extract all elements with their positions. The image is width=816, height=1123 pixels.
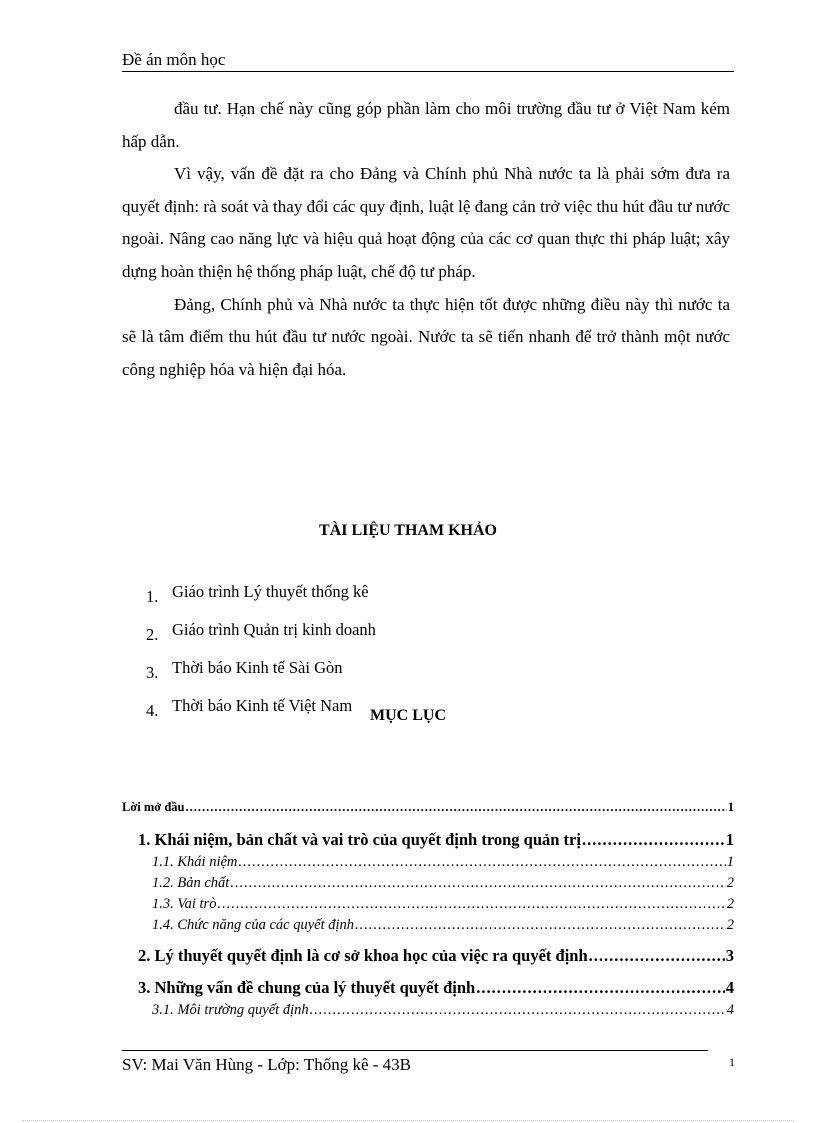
list-text: Thời báo Kinh tế Việt Nam <box>172 696 353 715</box>
paragraph: Đảng, Chính phủ và Nhà nước ta thực hiện tốt được những điều này thì nước ta sẽ là tâm điểm thu hút đầu tư nước ngoài. Nước ta sẽ tiến nhanh để trở thành một nước công nghiệp hóa và hiện đại hóa. <box>122 294 730 379</box>
toc-entry[interactable] <box>122 1002 734 1023</box>
toc-entry[interactable] <box>122 946 734 970</box>
page-header-title: Đề án môn học <box>122 50 226 69</box>
toc-label: 3. Những vấn đề chung của lý thuyết quyết định <box>138 978 476 997</box>
page-bottom-border <box>22 1120 794 1121</box>
toc-page: 1 <box>725 830 734 849</box>
toc-title: MỤC LỤC <box>370 707 446 724</box>
list-text: Giáo trình Lý thuyết thống kê <box>172 582 369 601</box>
toc-label: 2. Lý thuyết quyết định là cơ sở khoa học của việc ra quyết định <box>138 946 588 965</box>
footer-rule <box>122 1050 708 1051</box>
toc-label: Lời mở đầu <box>122 800 185 814</box>
toc-page: 4 <box>726 1002 734 1018</box>
toc-leader <box>185 800 726 815</box>
toc-label: 1.4. Chức năng của các quyết định <box>152 917 355 933</box>
toc-leader <box>238 854 725 871</box>
footer-text: SV: Mai Văn Hùng - Lớp: Thống kê - 43B <box>122 1055 411 1074</box>
toc-page: 1 <box>727 800 734 814</box>
toc-entry[interactable] <box>122 854 734 875</box>
list-number: 4. <box>146 701 159 720</box>
toc-entry[interactable] <box>122 917 734 938</box>
toc-entry[interactable] <box>122 830 734 854</box>
toc-leader <box>476 978 725 998</box>
list-item <box>146 613 376 651</box>
toc-label: 1.3. Vai trò <box>152 896 217 912</box>
references-list <box>146 575 376 727</box>
list-number: 1. <box>146 587 159 606</box>
toc-page: 2 <box>726 875 734 891</box>
table-of-contents <box>122 800 734 1023</box>
toc-entry[interactable] <box>122 978 734 1002</box>
body-text <box>122 93 730 386</box>
toc-label: 1.1. Khái niệm <box>152 854 238 870</box>
references-title: TÀI LIỆU THAM KHẢO <box>319 522 497 539</box>
toc-page: 2 <box>726 917 734 933</box>
toc-page: 1 <box>726 854 734 870</box>
list-item <box>146 575 376 613</box>
toc-entry[interactable] <box>122 896 734 917</box>
toc-label: 1. Khái niệm, bản chất và vai trò của quyết định trong quản trị <box>138 830 581 849</box>
page-number: 1 <box>729 1055 735 1069</box>
toc-leader <box>217 896 725 913</box>
toc-label: 3.1. Môi trường quyết định <box>152 1002 309 1018</box>
toc-leader <box>310 1002 726 1019</box>
toc-leader <box>582 830 725 850</box>
list-item <box>146 651 376 689</box>
toc-page: 3 <box>725 946 734 965</box>
paragraph: Vì vậy, vấn đề đặt ra cho Đảng và Chính phủ Nhà nước ta là phải sớm đưa ra quyết định: rà soát và thay đổi các quy định, luật lệ đang cản trở việc thu hút đầu tư nước ngoài. Nâng cao năng lực và hiệu quả hoạt động của các cơ quan thực thi pháp luật; xây dựng hoàn thiện hệ thống pháp luật, chế độ tư pháp. <box>122 164 730 281</box>
list-text: Giáo trình Quản trị kinh doanh <box>172 620 376 639</box>
list-text: Thời báo Kinh tế Sài Gòn <box>172 658 343 677</box>
toc-entry[interactable] <box>122 800 734 822</box>
list-number: 2. <box>146 625 159 644</box>
toc-leader <box>355 917 726 934</box>
toc-page: 4 <box>725 978 734 997</box>
header-rule <box>122 71 734 72</box>
toc-leader <box>589 946 725 966</box>
toc-label: 1.2. Bản chất <box>152 875 230 891</box>
toc-page: 2 <box>726 896 734 912</box>
toc-entry[interactable] <box>122 875 734 896</box>
paragraph: đầu tư. Hạn chế này cũng góp phần làm cho môi trường đầu tư ở Việt Nam kém hấp dẫn. <box>122 99 730 151</box>
list-number: 3. <box>146 663 159 682</box>
toc-leader <box>230 875 725 892</box>
